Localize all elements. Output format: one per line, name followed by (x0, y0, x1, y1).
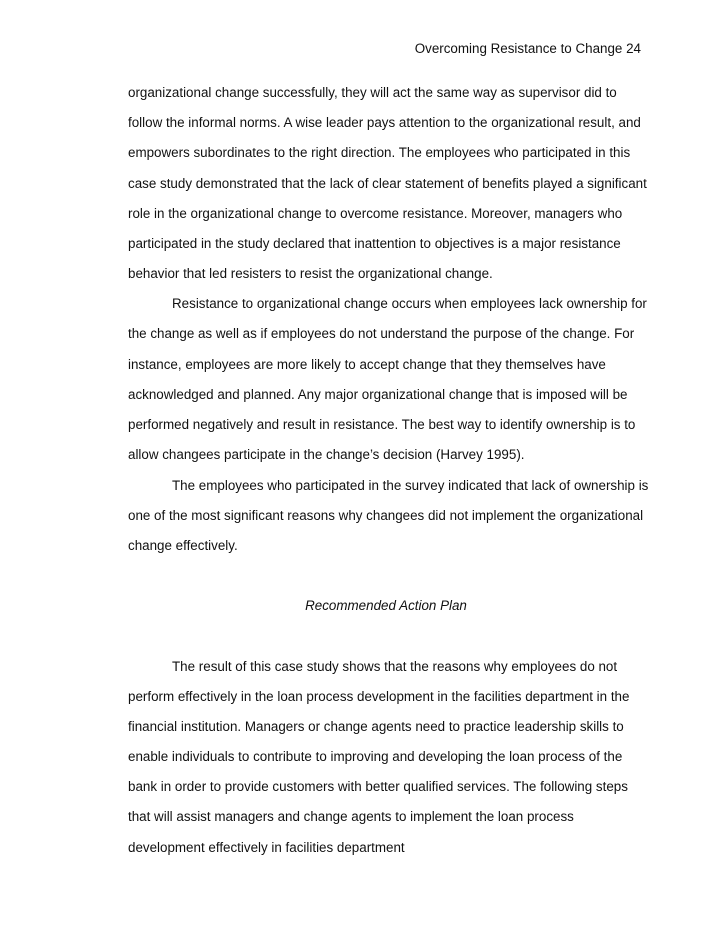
body-line: participated in the study declared that inattention to objectives is a major resistance (128, 236, 621, 251)
body-line: case study demonstrated that the lack of clear statement of benefits played a significant (128, 176, 647, 191)
body-line: follow the informal norms. A wise leader pays attention to the organizational result, and (128, 115, 641, 130)
paragraph-first-line: Resistance to organizational change occurs when employees lack ownership for (172, 296, 647, 311)
paragraph-first-line: The employees who participated in the survey indicated that lack of ownership is (172, 478, 649, 493)
body-line: performed negatively and result in resistance. The best way to identify ownership is to (128, 417, 636, 432)
body-line: that will assist managers and change agents to implement the loan process (128, 809, 574, 824)
body-line: enable individuals to contribute to improving and developing the loan process of the (128, 749, 623, 764)
running-head: Overcoming Resistance to Change 24 (414, 41, 641, 56)
body-line: bank in order to provide customers with better qualified services. The following steps (128, 779, 628, 794)
body-line: role in the organizational change to overcome resistance. Moreover, managers who (128, 206, 623, 221)
body-line: organizational change successfully, they will act the same way as supervisor did to (128, 85, 617, 100)
body-line: acknowledged and planned. Any major organizational change that is imposed will be (128, 387, 628, 402)
body-line: behavior that led resisters to resist the organizational change. (128, 266, 493, 281)
body-line: financial institution. Managers or change agents need to practice leadership skills to (128, 719, 624, 734)
body-line: perform effectively in the loan process development in the facilities department in the (128, 689, 630, 704)
body-line: development effectively in facilities department (128, 840, 405, 855)
body-line: instance, employees are more likely to accept change that they themselves have (128, 357, 606, 372)
body-line: one of the most significant reasons why changees did not implement the organizational (128, 508, 644, 523)
section-heading: Recommended Action Plan (305, 598, 467, 613)
body-line: allow changees participate in the change’s decision (Harvey 1995). (128, 447, 525, 462)
body-line: the change as well as if employees do not understand the purpose of the change. For (128, 326, 635, 341)
body-line: empowers subordinates to the right direction. The employees who participated in this (128, 145, 631, 160)
paragraph-first-line: The result of this case study shows that the reasons why employees do not (172, 659, 618, 674)
body-line: change effectively. (128, 538, 238, 553)
